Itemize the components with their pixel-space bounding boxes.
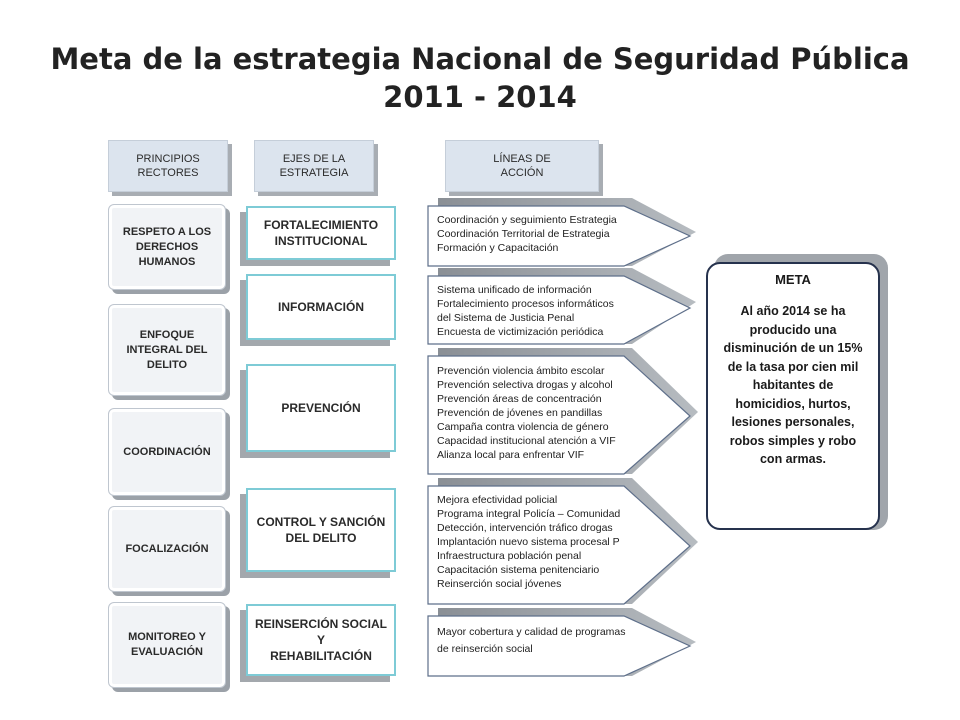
action-item: Prevención selectiva drogas y alcohol — [437, 379, 613, 391]
action-item: Formación y Capacitación — [437, 242, 559, 254]
title-line-1: Meta de la estrategia Nacional de Seguridad Pública — [50, 42, 910, 76]
header-lineas-line-2: ACCIÓN — [500, 167, 544, 179]
header-lineas-line-1: LÍNEAS DE — [493, 153, 551, 165]
action-item: Reinserción social jóvenes — [437, 578, 562, 590]
action-item: Prevención violencia ámbito escolar — [437, 365, 605, 377]
axis-1-line-2: INSTITUCIONAL — [274, 234, 368, 248]
page-title — [0, 40, 960, 116]
principle-2-line-1: ENFOQUE — [139, 328, 195, 341]
action-item: Infraestructura población penal — [437, 550, 582, 562]
meta-body — [708, 302, 878, 469]
action-item: Capacidad institucional atención a VIF — [437, 435, 616, 447]
action-item: del Sistema de Justicia Penal — [437, 312, 575, 324]
action-item: Campaña contra violencia de género — [437, 421, 609, 433]
principle-2-line-2: INTEGRAL DEL — [126, 343, 208, 356]
principle-1-line-2: DERECHOS — [135, 240, 199, 253]
axis-5-line-2: REHABILITACIÓN — [270, 649, 372, 663]
action-item: Sistema unificado de información — [437, 284, 592, 296]
meta-body-line: disminución de un 15% — [723, 341, 863, 355]
meta-body-line: habitantes de — [752, 378, 834, 392]
header-principios — [108, 140, 228, 192]
action-item: Capacitación sistema penitenciario — [437, 564, 600, 576]
meta-box — [706, 262, 880, 530]
axis-4-line-2: DEL DELITO — [285, 531, 357, 545]
principle-3-line-1: COORDINACIÓN — [123, 445, 211, 458]
meta-body-line: Al año 2014 se ha — [740, 304, 846, 318]
action-item: Coordinación Territorial de Estrategia — [437, 228, 610, 240]
actions-list-4 — [437, 493, 677, 591]
actions-list-5 — [437, 624, 677, 658]
principle-coordinacion — [108, 408, 226, 496]
meta-body-line: homicidios, hurtos, — [735, 396, 851, 411]
header-lineas — [445, 140, 599, 192]
meta-body-line: de la tasa por cien mil — [727, 359, 859, 374]
action-item: Mejora efectividad policial — [437, 494, 558, 506]
axis-4-line-1: CONTROL Y SANCIÓN — [256, 515, 386, 529]
action-item: Alianza local para enfrentar VIF — [437, 449, 585, 461]
action-item: Prevención áreas de concentración — [437, 393, 602, 405]
title-line-2: 2011 - 2014 — [383, 80, 577, 114]
meta-body-line: robos simples y robo — [729, 433, 857, 448]
header-principios-line-2: RECTORES — [137, 167, 199, 179]
action-item: Mayor cobertura y calidad de programas — [437, 626, 626, 638]
principle-2-line-3: DELITO — [146, 358, 188, 371]
actions-list-2 — [437, 283, 677, 339]
axis-reinsercion-social — [246, 604, 396, 676]
axis-5-line-1: REINSERCIÓN SOCIAL Y — [254, 617, 387, 647]
meta-body-line: con armas. — [759, 452, 826, 466]
header-ejes-line-1: EJES DE LA — [282, 153, 346, 165]
principle-respeto-derechos-humanos — [108, 204, 226, 290]
meta-body-line: producido una — [749, 322, 837, 337]
header-ejes-line-2: ESTRATEGIA — [279, 167, 349, 179]
principle-5-line-1: MONITOREO Y — [128, 631, 206, 643]
axis-3-line-1: PREVENCIÓN — [281, 401, 361, 415]
action-item: Implantación nuevo sistema procesal P — [437, 536, 620, 548]
axis-control-sancion — [246, 488, 396, 572]
axis-informacion — [246, 274, 396, 340]
principle-1-line-1: RESPETO A LOS — [122, 225, 212, 238]
meta-title: META — [775, 272, 811, 287]
actions-list-1 — [437, 213, 677, 255]
principle-1-line-3: HUMANOS — [138, 255, 196, 268]
axis-2-line-1: INFORMACIÓN — [278, 300, 364, 314]
principle-monitoreo-evaluacion — [108, 602, 226, 688]
axis-1-line-1: FORTALECIMIENTO — [263, 218, 379, 232]
axis-fortalecimiento-institucional — [246, 206, 396, 260]
meta-body-line: lesiones personales, — [731, 415, 855, 429]
header-principios-line-1: PRINCIPIOS — [136, 153, 200, 165]
action-item: Coordinación y seguimiento Estrategia — [437, 214, 617, 226]
action-item: Detección, intervención tráfico drogas — [437, 522, 613, 534]
axis-prevencion — [246, 364, 396, 452]
action-item: de reinserción social — [437, 643, 533, 655]
header-ejes — [254, 140, 374, 192]
principle-5-line-2: EVALUACIÓN — [131, 646, 203, 658]
principle-4-line-1: FOCALIZACIÓN — [125, 542, 209, 555]
actions-list-3 — [437, 364, 677, 462]
principle-enfoque-integral — [108, 304, 226, 396]
action-item: Prevención de jóvenes en pandillas — [437, 407, 603, 419]
action-item: Encuesta de victimización periódica — [437, 326, 604, 338]
principle-focalizacion — [108, 506, 226, 592]
action-item: Fortalecimiento procesos informáticos — [437, 298, 614, 310]
action-item: Programa integral Policía – Comunidad — [437, 508, 621, 520]
